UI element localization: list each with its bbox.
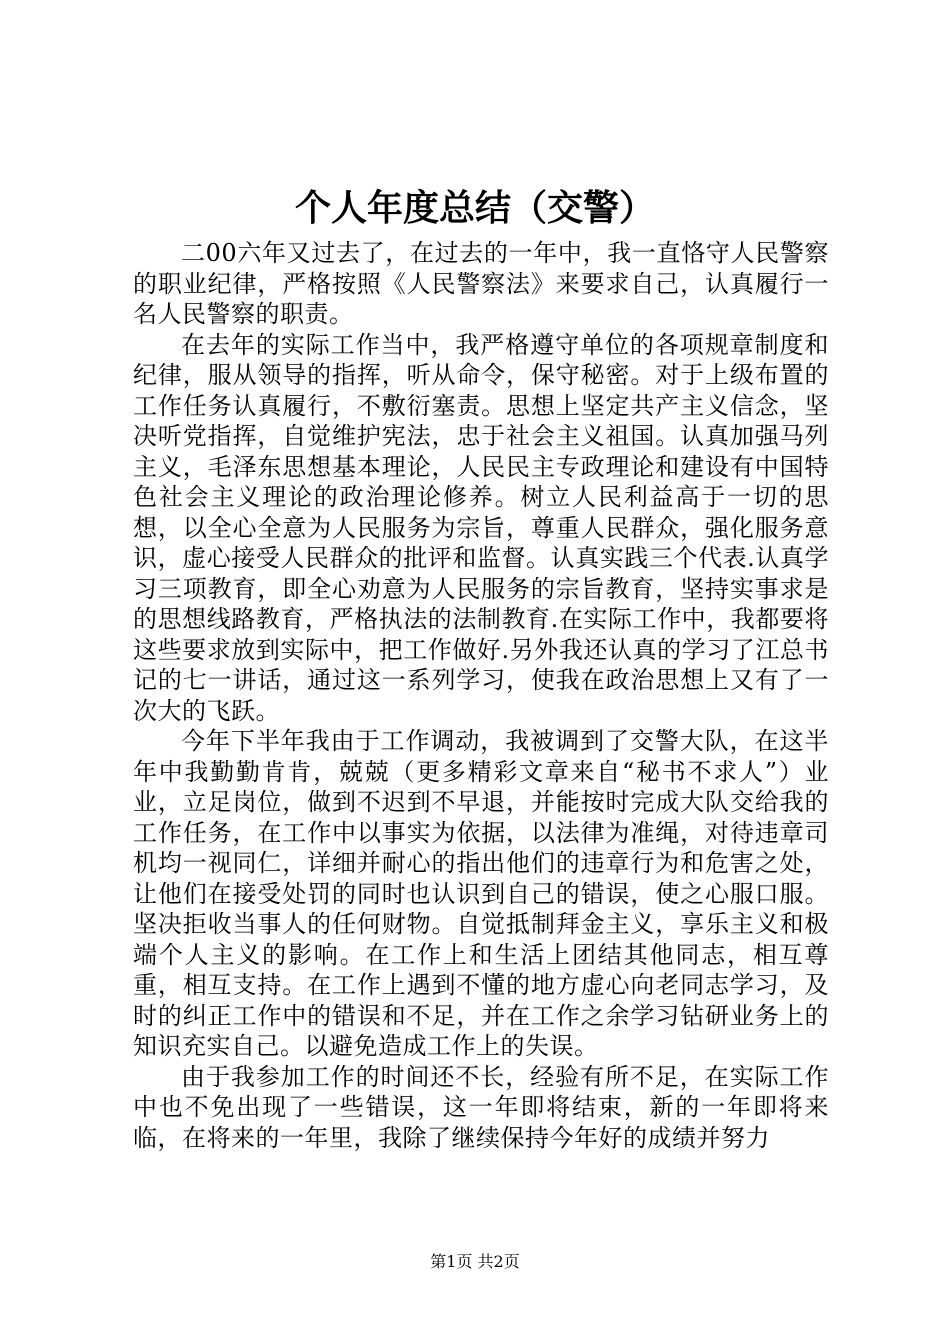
document-body — [133, 238, 829, 1153]
paragraph-2: 在去年的实际工作当中，我严格遵守单位的各项规章制度和纪律，服从领导的指挥，听从命令，保守秘密。对于上级布置的工作任务认真履行，不敷衍塞责。思想上坚定共产主义信念，坚决听党指挥，自觉维护宪法，忠于社会主义祖国。认真加强马列主义，毛泽东思想基本理论，人民民主专政理论和建设有中国特色社会主义理论的政治理论修养。树立人民利益高于一切的思想，以全心全意为人民服务为宗旨，尊重人民群众，强化服务意识，虚心接受人民群众的批评和监督。认真实践三个代表.认真学习三项教育，即全心劝意为人民服务的宗旨教育，坚持实事求是的思想线路教育，严格执法的法制教育.在实际工作中，我都要将这些要求放到实际中，把工作做好.另外我还认真的学习了江总书记的七一讲话，通过这一系列学习，使我在政治思想上又有了一次大的飞跃。 — [133, 330, 829, 725]
paragraph-1: 二00六年又过去了，在过去的一年中，我一直恪守人民警察的职业纪律，严格按照《人民警察法》来要求自己，认真履行一名人民警察的职责。 — [133, 239, 829, 328]
paragraph-4: 由于我参加工作的时间还不长，经验有所不足，在实际工作中也不免出现了一些错误，这一年即将结束，新的一年即将来临，在将来的一年里，我除了继续保持今年好的成绩并努力 — [133, 1062, 829, 1152]
page-title: 个人年度总结（交警） — [294, 187, 655, 229]
paragraph-3: 今年下半年我由于工作调动，我被调到了交警大队，在这半年中我勤勤肯肯，兢兢（更多精彩文章来自“秘书不求人”）业业，立足岗位，做到不迟到不早退，并能按时完成大队交给我的工作任务，在工作中以事实为依据，以法律为准绳，对待违章司机均一视同仁，详细并耐心的指出他们的违章行为和危害之处，让他们在接受处罚的同时也认识到自己的错误，使之心服口服。坚决拒收当事人的任何财物。自觉抵制拜金主义，享乐主义和极端个人主义的影响。在工作上和生活上团结其他同志，相互尊重，相互支持。在工作上遇到不懂的地方虚心向老同志学习，及时的纠正工作中的错误和不足，并在工作之余学习钻研业务上的知识充实自己。以避免造成工作上的失误。 — [133, 727, 829, 1060]
page-footer: 第1页 共2页 — [430, 1252, 520, 1271]
